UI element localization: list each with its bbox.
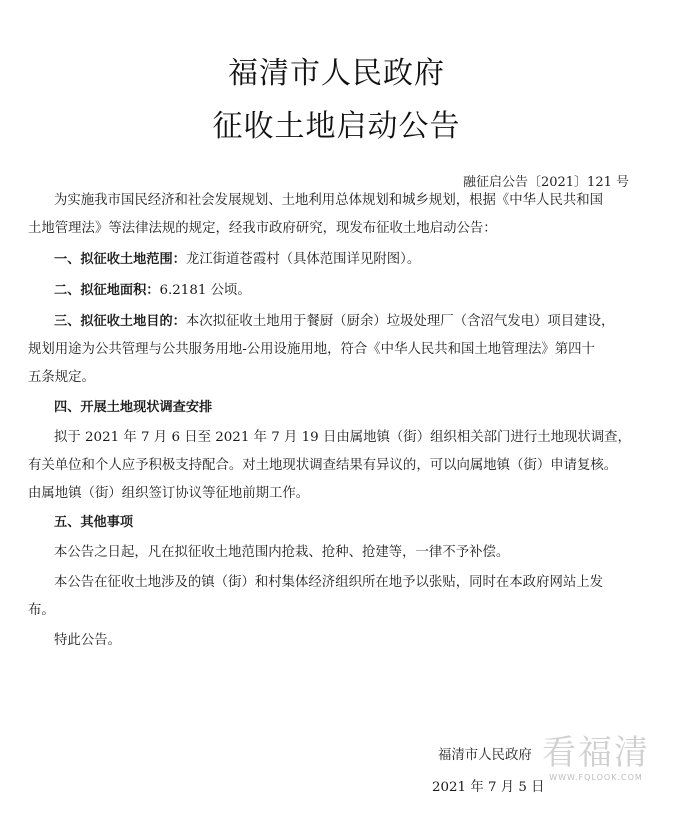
- section-3-line-2: 规划用途为公共管理与公共服务用地-公用设施用地，符合《中华人民共和国土地管理法》第四十: [28, 342, 595, 357]
- section-4-line-2: 有关单位和个人应予积极支持配合。对土地现状调查结果有异议的，可以向属地镇（街）申请复核。: [28, 458, 618, 473]
- section-2-text: 6.2181 公顷。: [159, 283, 251, 298]
- intro-line-2: 土地管理法》等法律法规的规定，经我市政府研究，现发布征收土地启动公告：: [28, 221, 497, 236]
- section-5-line-2: 本公告在征收土地涉及的镇（街）和村集体经济组织所在地予以张贴，同时在本政府网站上发: [54, 575, 604, 590]
- section-4-line-1: 拟于 2021 年 7 月 6 日至 2021 年 7 月 19 日由属地镇（街）组织相关部门进行土地现状调查，: [54, 430, 631, 445]
- intro-line-1: 为实施我市国民经济和社会发展规划、土地利用总体规划和城乡规划，根据《中华人民共和国: [54, 193, 604, 208]
- page-title-line1: 福清市人民政府: [228, 56, 445, 91]
- section-3-text: 本次拟征收土地用于餐厨（厨余）垃圾处理厂（含沼气发电）项目建设，: [185, 314, 615, 329]
- closing-text: 特此公告。: [54, 633, 121, 648]
- section-3-heading: 三、拟征收土地目的：: [54, 314, 186, 329]
- watermark-text: 看福清: [542, 733, 650, 773]
- section-5-line-3: 布。: [28, 603, 55, 618]
- issue-date: 2021 年 7 月 5 日: [432, 780, 545, 795]
- section-3: [54, 313, 653, 331]
- watermark-url: WWW.FQLOOK.COM: [549, 773, 643, 782]
- section-1-text: 龙江街道苍霞村（具体范围详见附图）。: [185, 252, 421, 267]
- section-2-heading: 二、拟征地面积：: [54, 283, 160, 298]
- section-5-line-1: 本公告之日起，凡在拟征收土地范围内抢栽、抢种、抢建等，一律不予补偿。: [54, 545, 510, 560]
- section-1-heading: 一、拟征收土地范围：: [54, 252, 186, 267]
- section-5-heading: 五、其他事项: [54, 515, 134, 530]
- section-4-heading: 四、开展土地现状调查安排: [54, 400, 213, 415]
- section-4-line-3: 由属地镇（街）组织签订协议等征地前期工作。: [28, 486, 310, 501]
- page-title-line2: 征收土地启动公告: [212, 109, 461, 144]
- document-number: 融征启公告〔2021〕121 号: [462, 175, 629, 190]
- section-1: [54, 251, 653, 269]
- section-2: [54, 282, 653, 300]
- watermark-logo: [536, 733, 656, 782]
- section-3-line-3: 五条规定。: [28, 370, 95, 385]
- issuer-signature: 福清市人民政府: [438, 748, 532, 763]
